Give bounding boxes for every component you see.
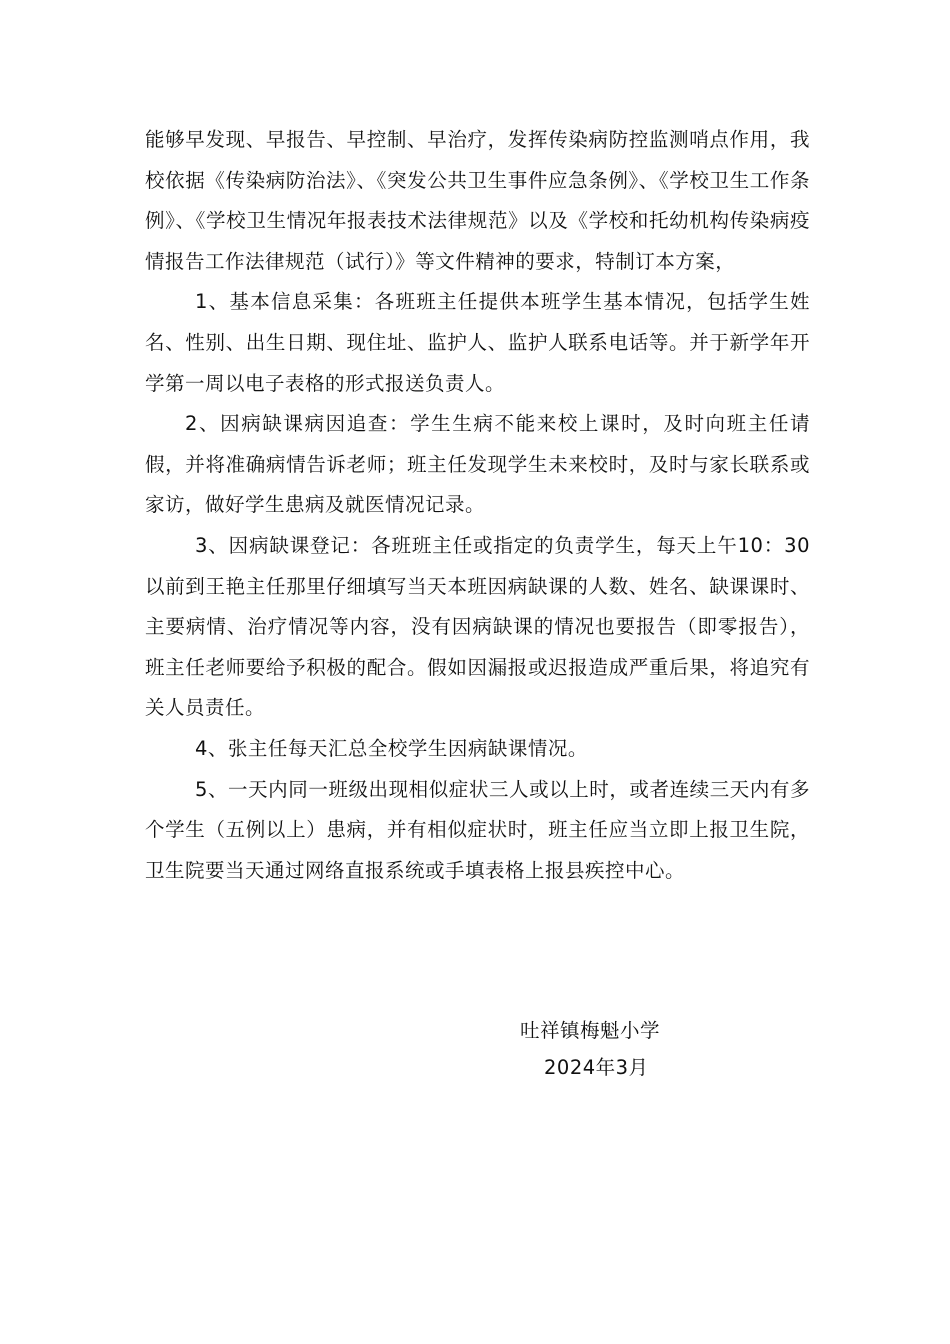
item-5-paragraph: 5、一天内同一班级出现相似症状三人或以上时，或者连续三天内有多个学生（五例以上）患病，并有相似症状时，班主任应当立即上报卫生院，卫生院要当天通过网络直报系统或手填表格上报县疾控中心。 xyxy=(145,777,810,882)
document-body xyxy=(145,120,810,891)
signature-organization: 吐祥镇梅魁小学 xyxy=(520,1019,661,1042)
item-1-paragraph: 1、基本信息采集：各班班主任提供本班学生基本情况，包括学生姓名、性别、出生日期、现住址、监护人、监护人联系电话等。并于新学年开学第一周以电子表格的形式报送负责人。 xyxy=(145,290,810,395)
item-4-paragraph: 4、张主任每天汇总全校学生因病缺课情况。 xyxy=(195,736,588,760)
item-2-paragraph: 2、因病缺课病因追查：学生生病不能来校上课时，及时向班主任请假，并将准确病情告诉老师；班主任发现学生未来校时，及时与家长联系或家访，做好学生患病及就医情况记录。 xyxy=(145,412,810,517)
signature-block xyxy=(520,1012,740,1086)
signature-date: 2024年3月 xyxy=(544,1056,649,1079)
item-3-paragraph: 3、因病缺课登记：各班班主任或指定的负责学生，每天上午10：30以前到王艳主任那里仔细填写当天本班因病缺课的人数、姓名、缺课课时、主要病情、治疗情况等内容，没有因病缺课的情况也要报告（即零报告），班主任老师要给予积极的配合。假如因漏报或迟报造成严重后果，将追究有关人员责任。 xyxy=(145,533,810,720)
intro-paragraph: 能够早发现、早报告、早控制、早治疗，发挥传染病防控监测哨点作用，我校依据《传染病防治法》、《突发公共卫生事件应急条例》、《学校卫生工作条例》、《学校卫生情况年报表技术法律规范》以及《学校和托幼机构传染病疫情报告工作法律规范（试行）》等文件精神的要求，特制订本方案， xyxy=(145,128,810,273)
